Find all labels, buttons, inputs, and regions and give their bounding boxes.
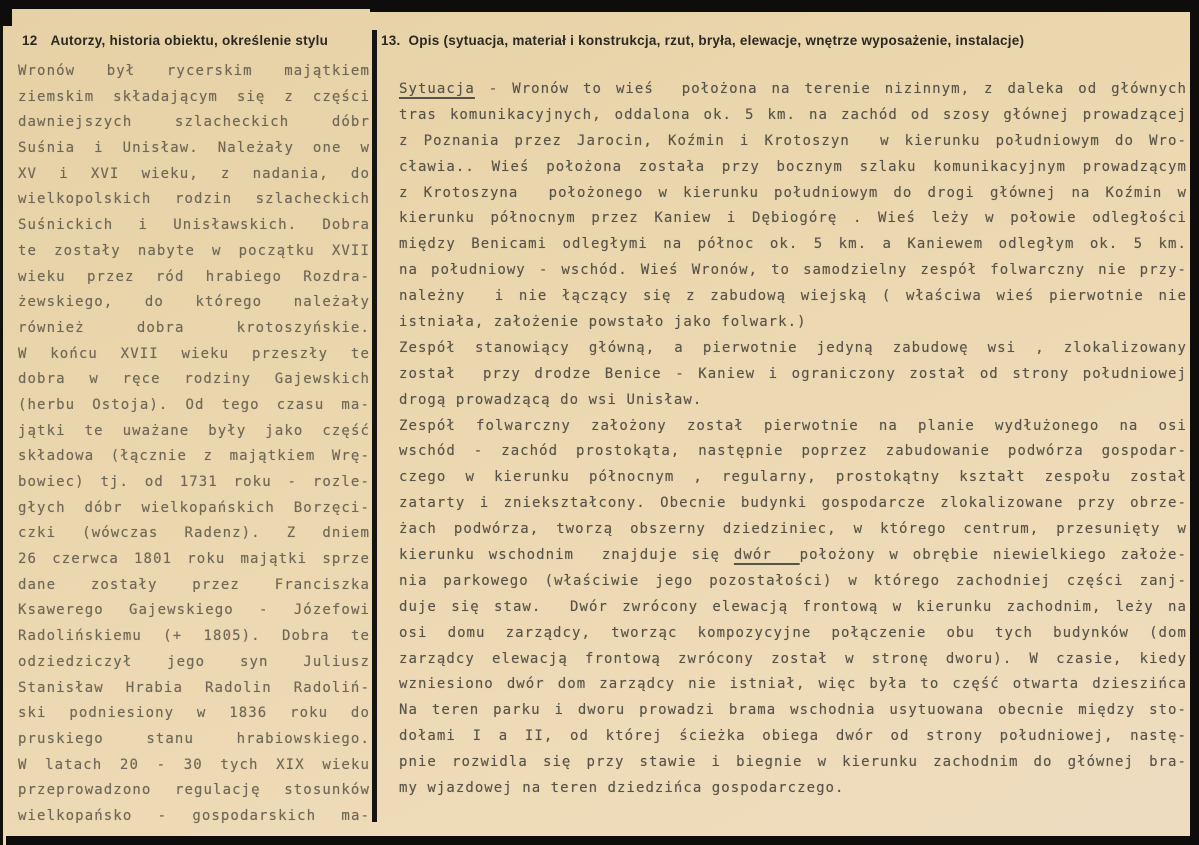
text-line: ski podniesiony w 1836 roku do (18, 705, 370, 722)
text-line: jątki te uważane były jako część (18, 422, 370, 439)
text-line: Wronów był rycerskim majątkiem (18, 63, 370, 79)
text-line: został przy drodze Benice - Kaniew i ograniczony został od strony południowej (399, 365, 1187, 382)
text-line: przeprowadzono regulację stosunków (18, 782, 370, 799)
column-divider (372, 30, 377, 822)
text-line: (herbu Ostoja). Od tego czasu ma- (18, 396, 370, 413)
text-line: W latach 20 - 30 tych XIX wieku (18, 756, 370, 773)
text-line: czki (wówczas Radenz). Z dniem (18, 525, 370, 542)
text-line: z Krotoszyna położonego w kierunku południowym do drogi głównej na Koźmin w (399, 184, 1187, 201)
section-13-header (381, 33, 1024, 48)
text-line: dobra w ręce rodziny Gajewskich (18, 371, 370, 388)
section-12-number: 12 (22, 33, 38, 48)
text-line: Zespół stanowiący główną, a pierwotnie jedyną zabudowę wsi , zlokalizowany (399, 339, 1187, 356)
text-line: cławia.. Wieś położona została przy bocznym szlaku komunikacyjnym prowadzącym (399, 158, 1187, 175)
text-line: Zespół folwarczny założony został pierwotnie na planie wydłużonego na osi (399, 417, 1187, 434)
scan-edge-top-right (370, 0, 1199, 12)
text-line: Na teren parku i dworu prowadzi brama wschodnia usytuowana obecnie między sto- (399, 702, 1187, 719)
text-line: duje się staw. Dwór zwrócony elewacją frontową w kierunku zachodnim, leży na (399, 598, 1187, 615)
text-line: wielkopolskich rodzin szlacheckich (18, 191, 370, 208)
scan-corner-mark (0, 0, 12, 26)
text-line: należny i nie łączący się z zabudową wiejską ( właściwa wieś pierwotnie nie (399, 288, 1187, 305)
text-line: istniała, założenie powstało jako folwark.) (399, 314, 807, 331)
text-line: kierunku wschodnim znajduje się dwór położony w obrębie niewielkiego założe- (399, 547, 1187, 564)
text-line: pruskiego stanu hrabiowskiego. (18, 730, 370, 747)
scan-edge-right (1190, 0, 1199, 845)
text-line: kierunku północnym przez Kaniew i Dębiogórę . Wieś leży w połowie odległości (399, 210, 1187, 227)
text-line: Suśnia i Unisław. Należały one w (18, 140, 370, 157)
text-line: dane zostały przez Franciszka (18, 576, 370, 593)
underlined-text: Sytuacja (399, 81, 475, 97)
text-line: żewskiego, do którego należały (18, 294, 370, 311)
text-line: Ksawerego Gajewskiego - Józefowi (18, 602, 370, 619)
text-line: dawniejszych szlacheckich dóbr (18, 114, 370, 131)
history-text-column (18, 59, 370, 830)
text-line: Suśnickich i Unisławskich. Dobra (18, 217, 370, 234)
text-line: drogą prowadzącą do wsi Unisław. (399, 391, 703, 408)
text-line: składowa (łącznie z majątkiem Wrę- (18, 448, 370, 465)
text-line: tras komunikacyjnych, oddalona ok. 5 km. na zachód od szosy głównej prowadzącej (399, 106, 1187, 123)
text-line: również dobra krotoszyńskie. (18, 319, 370, 336)
underlined-text: dwór (733, 547, 800, 564)
text-line: Radolińskiemu (+ 1805). Dobra te (18, 628, 370, 645)
scan-edge-bottom (6, 836, 1199, 845)
section-12-header (22, 33, 328, 48)
section-13-title: Opis (sytuacja, materiał i konstrukcja, rzut, bryła, elewacje, wnętrze wyposażenie, instalacje) (408, 33, 1025, 48)
text-line: zatarty i zniekształcony. Obecnie budynki gospodarcze zlokalizowane przy obrze- (399, 495, 1187, 512)
text-line: Stanisław Hrabia Radolin Radoliń- (18, 679, 370, 696)
text-line: my wjazdowej na teren dziedzińca gospodarczego. (399, 780, 845, 797)
text-line: wielkopańsko - gospodarskich ma- (18, 807, 370, 824)
section-13-number: 13. (381, 33, 401, 48)
text-line: z Poznania przez Jarocin, Koźmin i Krotoszyn w kierunku południowym do Wro- (399, 132, 1187, 149)
text-line: ziemskim składającym się z części (18, 88, 370, 105)
description-text-column (399, 77, 1187, 802)
text-line: odziedziczył jego syn Juliusz (18, 653, 370, 670)
text-line: między Benicami odległymi na północ ok. 5 km. a Kaniewem odległym ok. 5 km. (399, 236, 1187, 253)
section-12-title: Autorzy, historia obiektu, określenie stylu (50, 33, 329, 48)
text-line: Sytuacja - Wronów to wieś położona na terenie nizinnym, z daleka od głównych (399, 81, 1187, 97)
text-line: czego w kierunku północnym , regularny, prostokątny kształt zespołu został (399, 469, 1187, 486)
text-line: głych dóbr wielkopańskich Borzęci- (18, 499, 370, 516)
text-line: te zostały nabyte w początku XVII (18, 242, 370, 259)
text-line: na południowy - wschód. Wieś Wronów, to samodzielny zespół folwarczny nie przy- (399, 262, 1187, 279)
text-line: W końcu XVII wieku przeszły te (18, 345, 370, 362)
text-line: bowiec) tj. od 1731 roku - rozle- (18, 474, 370, 490)
text-line: wschód - zachód prostokąta, następnie poprzez zabudowanie podwórza gospodar- (399, 443, 1187, 460)
text-line: dołami I a II, od której ścieżka obiega dwór od strony południowej, nastę- (399, 728, 1187, 745)
text-line: wieku przez ród hrabiego Rozdra- (18, 268, 370, 285)
text-line: wzniesiono dwór dom zarządcy nie istniał, więc była to część otwarta dzieszińca (399, 676, 1187, 693)
text-line: osi domu zarządcy, tworząc kompozycyjne połączenie obu tych budynków (dom (399, 624, 1187, 641)
text-line: 26 czerwca 1801 roku majątki sprze (18, 551, 370, 568)
text-line: XV i XVI wieku, z nadania, do (18, 165, 370, 182)
text-line: nia parkowego (właściwie jego pozostałości) w którego zachodniej części zanj- (399, 572, 1187, 589)
text-line: pnie rozwidla się przy stawie i biegnie w kierunku zachodnim do głównej bra- (399, 754, 1187, 771)
scan-edge-left (0, 0, 3, 845)
text-line: żach podwórza, tworzą obszerny dziedziniec, w którego centrum, przesunięty w (399, 521, 1187, 538)
text-line: zarządcy elewacją frontową zwrócony został w stronę dworu). W czasie, kiedy (399, 650, 1187, 667)
